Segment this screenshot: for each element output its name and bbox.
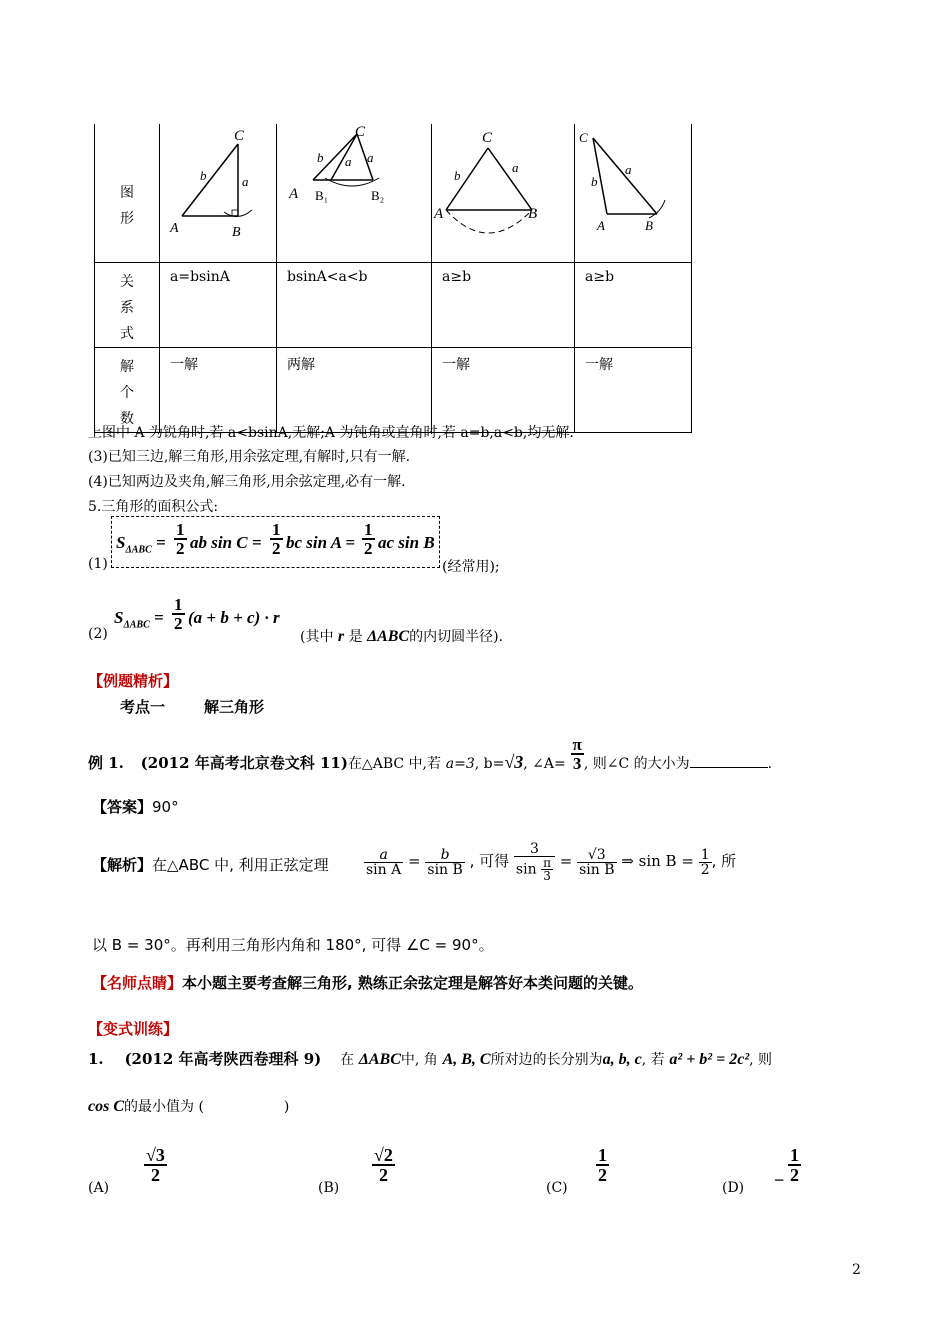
option-num: 1 (790, 1145, 799, 1165)
answer-blank[interactable] (690, 753, 768, 768)
triangle-figure-4 (575, 124, 691, 258)
formula-part: bc sin A = (286, 533, 356, 552)
example-label: 例 1. (88, 754, 124, 772)
figure-cell-3 (432, 124, 575, 263)
frac-den: sin A (366, 861, 402, 878)
option-label: (D) (722, 1180, 745, 1196)
fig-label: C (579, 130, 588, 145)
frac-den: 2 (700, 861, 710, 878)
frac-num: 3 (514, 842, 555, 857)
fig-label: b (454, 168, 461, 183)
formula-part: 2 (174, 614, 183, 633)
answer-line (92, 796, 179, 817)
formula-part: S (116, 533, 126, 552)
option-den: 2 (150, 1165, 160, 1185)
note-line-1: 上图中 A 为锐角时,若 a<bsinA,无解;A 为钝角或直角时,若 a=b,a<b,均无解. (88, 425, 574, 441)
fig-label: b (317, 150, 324, 165)
count-cell: 两解 (277, 348, 432, 433)
figure-cell-2 (277, 124, 432, 263)
question-math: A, B, C (442, 1051, 491, 1068)
count-cell: 一解 (575, 348, 692, 433)
analysis-formula (364, 842, 736, 882)
option-label: (B) (318, 1180, 340, 1196)
formula-part: ΔABC (123, 619, 150, 631)
option-den: 2 (598, 1165, 607, 1185)
note-line-3: (4)已知两边及夹角,解三角形,用余弦定理,必有一解. (88, 474, 406, 490)
option-den: 2 (790, 1165, 799, 1185)
example-1-question (88, 735, 773, 773)
analysis-text: , 所 (711, 852, 737, 870)
fig-label: C (355, 124, 366, 140)
section-heading: 【例题精析】 (88, 672, 179, 690)
area-formula-2 (112, 592, 312, 642)
frac-den: sin B (427, 861, 463, 878)
analysis-text: , 可得 (469, 852, 510, 870)
option-den: 2 (378, 1165, 388, 1185)
fig-label: B₁ (315, 188, 329, 203)
frac-num: b (425, 848, 464, 863)
teacher-tag: 【名师点睛】 (92, 974, 183, 992)
relation-cell: a=bsinA (160, 263, 277, 348)
analysis-tag: 【解析】 (92, 856, 153, 874)
formula-part: 1 (364, 520, 373, 539)
option-sign: − (774, 1170, 785, 1190)
label-char: 式 (120, 326, 134, 342)
equals-sign: = (559, 852, 573, 870)
equals-sign: = (408, 852, 421, 870)
fig-label: B₂ (371, 188, 385, 203)
topic-label: 考点一 (120, 698, 166, 716)
formula-2-note (300, 626, 503, 646)
frac-den: sin B (579, 861, 615, 878)
fig-label: A (289, 186, 299, 202)
option-num: √2 (374, 1145, 393, 1165)
frac-num: √3 (577, 848, 616, 863)
question-text: 在 (340, 1052, 355, 1068)
fig-label: a (625, 162, 632, 177)
fig-label: A (434, 206, 444, 222)
frac-num: π (572, 735, 582, 754)
option-num: √3 (146, 1145, 165, 1165)
question-text: ) (283, 1099, 290, 1115)
fig-label: B (528, 206, 538, 222)
fig-label: C (234, 128, 245, 144)
triangle-figure-2 (277, 124, 431, 258)
practice-question-line-2 (88, 1096, 289, 1116)
fig-label: C (482, 130, 493, 146)
formula-part: = (151, 533, 166, 552)
note-math: r (337, 628, 345, 645)
answer-tag: 【答案】 (92, 798, 153, 816)
formula-part: 1 (272, 520, 281, 539)
fig-label: B (232, 225, 241, 240)
row-label-count (95, 348, 160, 433)
formula-part: 2 (176, 539, 185, 558)
angle-fraction (571, 736, 584, 772)
fig-label: B (645, 218, 653, 233)
answer-value: 90° (152, 798, 179, 816)
label-char: 形 (120, 211, 134, 227)
example-text: , 则∠C 的大小为 (583, 756, 690, 772)
frac-den: sin (515, 861, 537, 878)
question-number: 1. (88, 1050, 104, 1068)
note-line-4: 5.三角形的面积公式: (88, 499, 219, 515)
fig-label: A (597, 218, 605, 233)
formula-2-label: (2) (88, 626, 108, 642)
note-text: 的内切圆半径). (409, 629, 504, 645)
row-label-relation (95, 263, 160, 348)
formula-part: ab sin C = (190, 533, 262, 552)
frac-den: 3 (572, 754, 582, 773)
formula-part: 1 (176, 520, 185, 539)
formula-part: 2 (364, 539, 373, 558)
question-text: , 若 (641, 1052, 665, 1068)
example-math: √3 (504, 752, 524, 772)
frac-num: a (364, 848, 403, 863)
triangle-figure-3 (432, 124, 574, 258)
example-text: , ∠A= (523, 756, 566, 772)
formula-1-suffix: (经常用); (442, 559, 500, 575)
formula-part: ΔABC (125, 544, 152, 556)
topic-title: 解三角形 (204, 698, 265, 716)
fig-label: A (170, 221, 179, 236)
teacher-comment (92, 972, 643, 993)
note-text: (其中 (300, 629, 334, 645)
figure-cell-4 (575, 124, 692, 263)
question-text: , 则 (749, 1052, 773, 1068)
formula-part: 2 (272, 539, 281, 558)
practice-question-line-1 (88, 1048, 772, 1069)
implies-text: ⇒ sin B = (621, 852, 694, 870)
analysis-line-2: 以 B = 30°。再利用三角形内角和 180°, 可得 ∠C = 90°。 (92, 936, 494, 954)
relation-cell: a≥b (575, 263, 692, 348)
example-text: . (767, 756, 773, 772)
practice-heading: 【变式训练】 (88, 1020, 179, 1038)
label-char: 个 (120, 385, 134, 401)
frac-num: π (543, 856, 551, 870)
page-number: 2 (852, 1262, 861, 1278)
solution-table (94, 124, 692, 433)
fig-label: b (200, 168, 207, 183)
question-math: cos C (88, 1098, 124, 1115)
fig-label: a (345, 154, 352, 169)
fig-label: a (242, 174, 249, 189)
frac-den: 3 (543, 869, 551, 883)
relation-cell: a≥b (432, 263, 575, 348)
formula-part: S (114, 608, 124, 627)
note-math: ΔABC (367, 628, 410, 645)
label-char: 关 (120, 274, 134, 290)
label-char: 系 (120, 300, 134, 316)
question-text: 所对边的长分别为 (490, 1052, 603, 1068)
formula-part: (a + b + c) · r (188, 608, 280, 627)
triangle-figure-1 (160, 124, 276, 258)
label-char: 图 (120, 185, 134, 201)
example-source: (2012 年高考北京卷文科 11) (140, 754, 348, 772)
formula-part: ac sin B (378, 533, 435, 552)
fig-label: a (367, 150, 374, 165)
fig-label: a (512, 160, 519, 175)
figure-cell-1 (160, 124, 277, 263)
question-math: a, b, c (602, 1051, 642, 1068)
count-cell: 一解 (432, 348, 575, 433)
count-cell: 一解 (160, 348, 277, 433)
question-math: a² + b² = 2c² (669, 1051, 750, 1068)
label-char: 解 (120, 359, 134, 375)
option-num: 1 (598, 1145, 607, 1165)
fig-label: b (591, 174, 598, 189)
formula-part: = (149, 608, 164, 627)
relation-cell: bsinA<a<b (277, 263, 432, 348)
note-text: 是 (348, 629, 363, 645)
teacher-text: 本小题主要考查解三角形, 熟练正余弦定理是解答好本类问题的关键。 (182, 974, 643, 992)
formula-part: 1 (174, 595, 183, 614)
option-label: (A) (88, 1180, 110, 1196)
example-text: , b= (474, 756, 505, 772)
area-formula-1 (111, 516, 440, 568)
analysis-text: 在△ABC 中, 利用正弦定理 (152, 856, 329, 874)
question-source: (2012 年高考陕西卷理科 9) (124, 1050, 322, 1068)
question-math: ΔABC (358, 1051, 401, 1068)
row-label-figure (95, 124, 160, 263)
frac-num: 1 (700, 846, 710, 863)
formula-1-label: (1) (88, 556, 108, 572)
example-text: a=3 (445, 756, 475, 772)
analysis-line-1 (92, 854, 329, 875)
question-text: 中, 角 (400, 1052, 438, 1068)
option-label: (C) (546, 1180, 568, 1196)
question-text: 的最小值为 ( (124, 1099, 204, 1115)
note-line-2: (3)已知三边,解三角形,用余弦定理,有解时,只有一解. (88, 449, 411, 465)
label-char: 数 (120, 411, 134, 427)
example-text: 在△ABC 中,若 (347, 756, 441, 772)
